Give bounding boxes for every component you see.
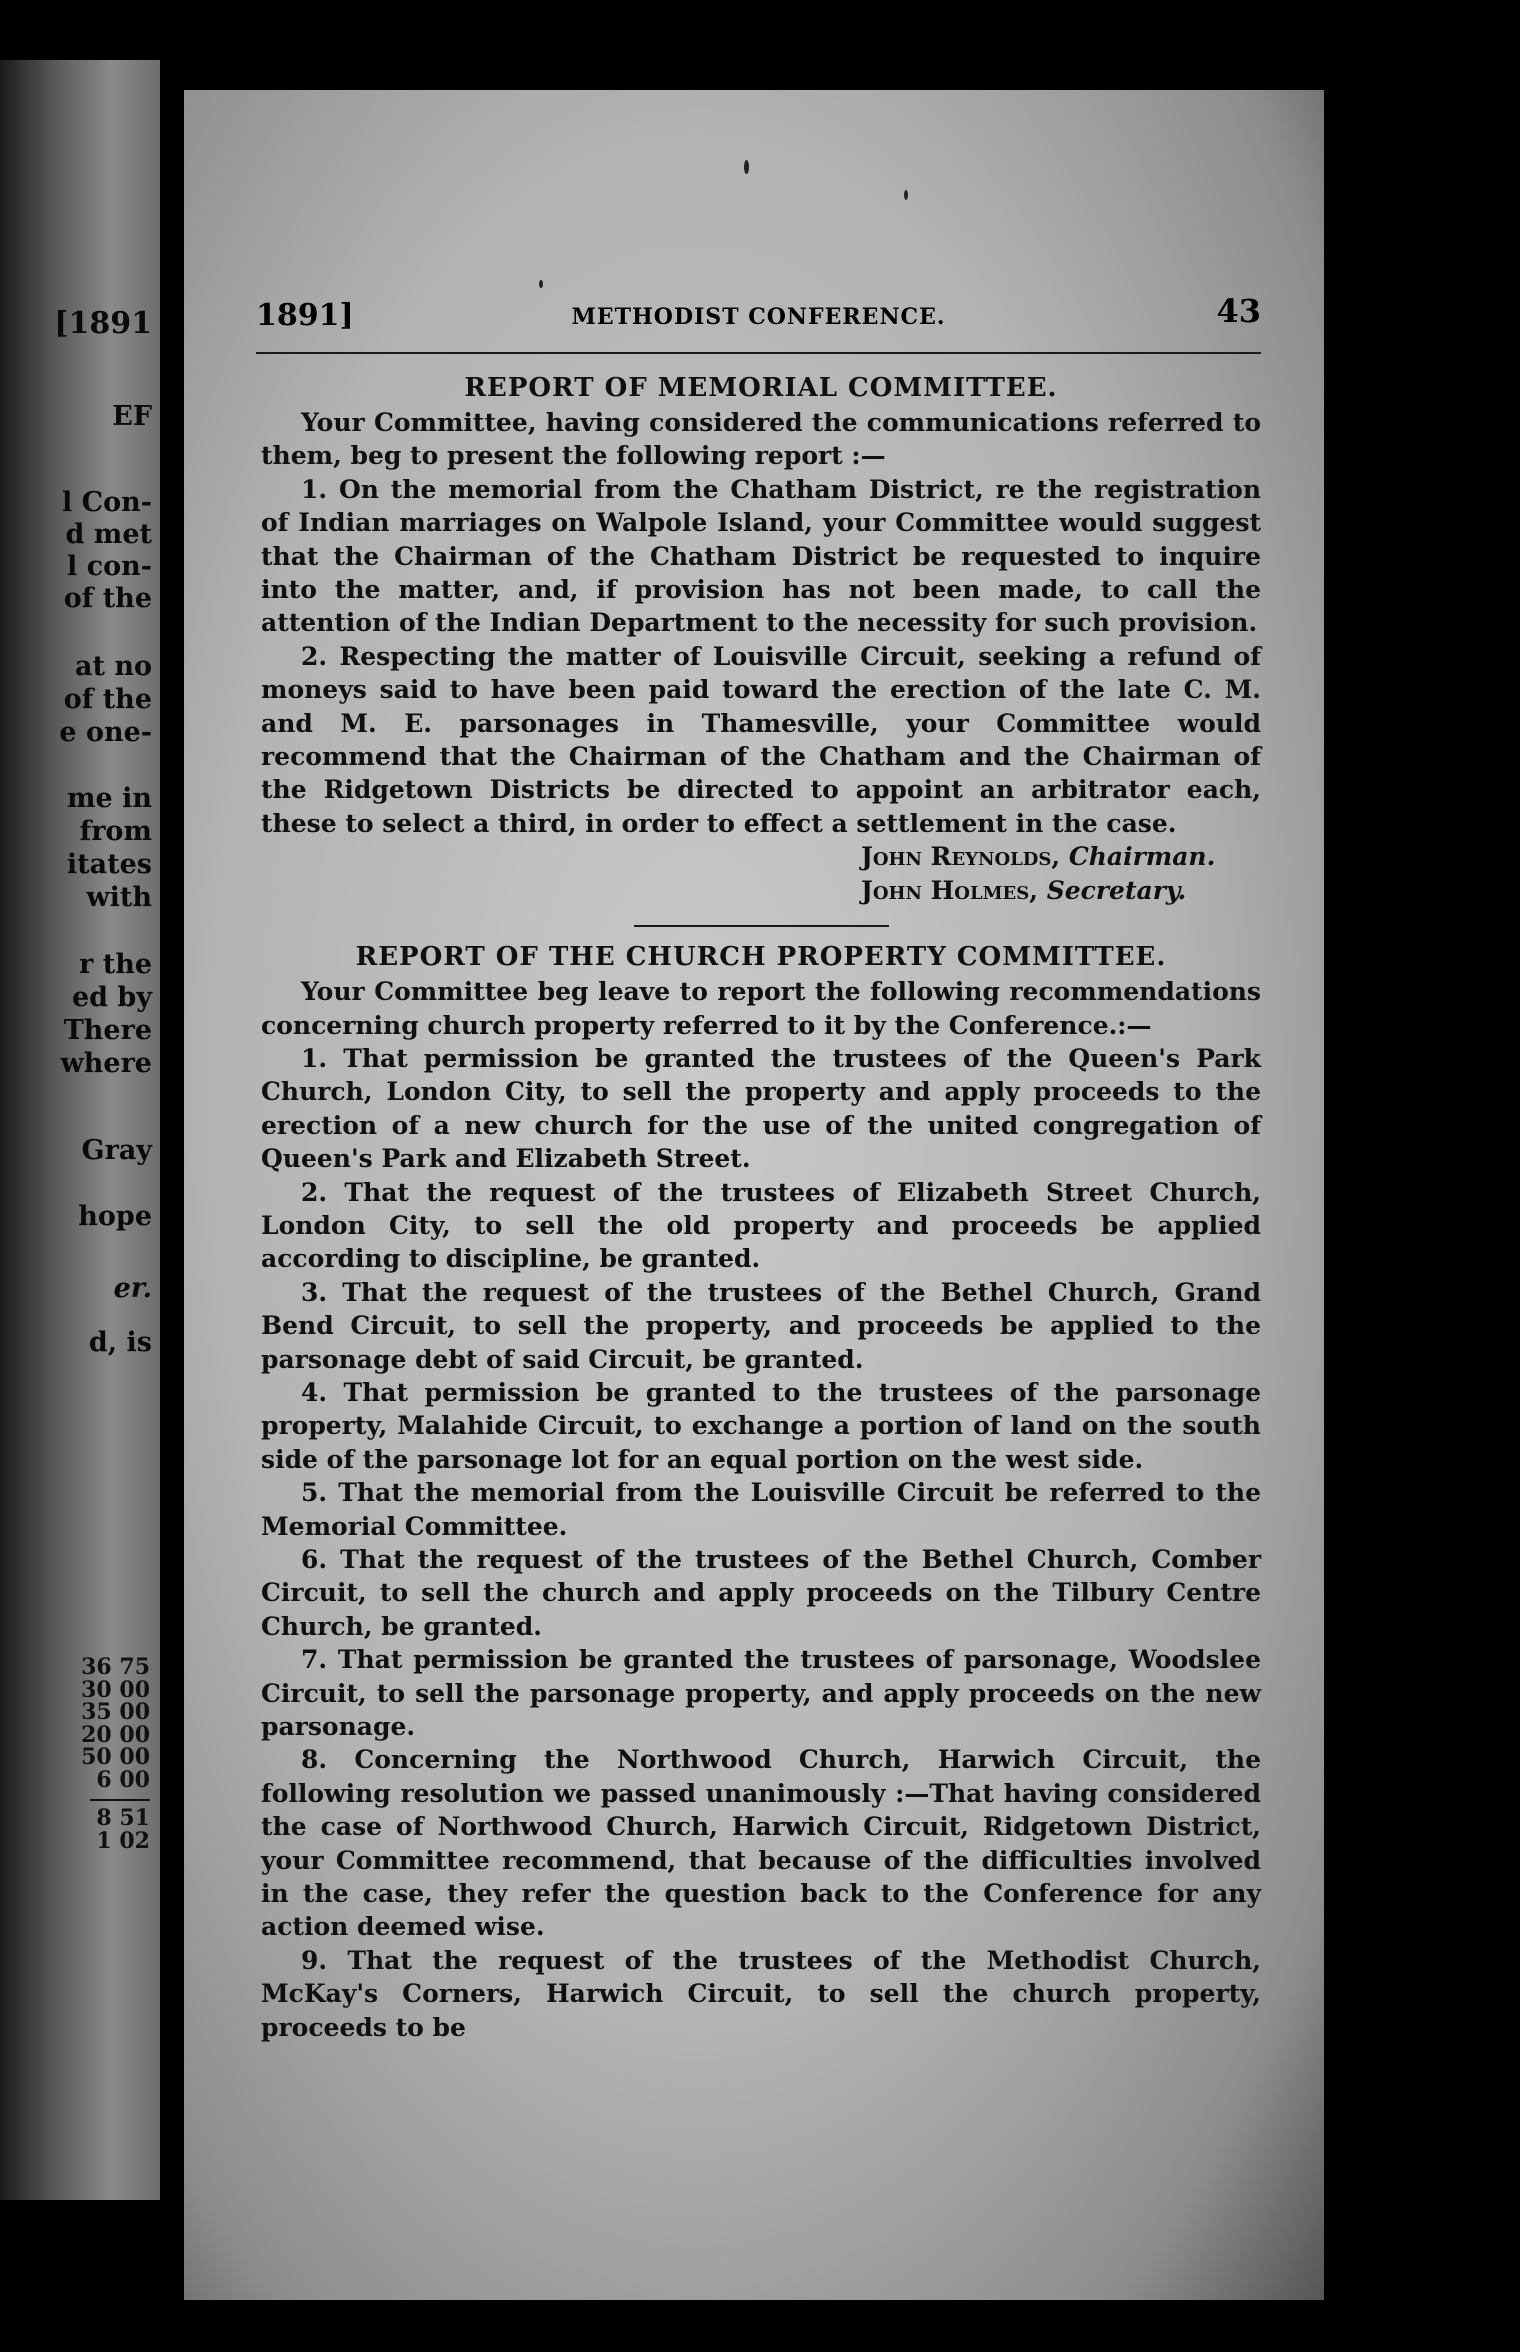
left-page-line: me in xyxy=(66,783,152,814)
left-page-line: of the xyxy=(63,684,152,715)
left-amount: 30 00 xyxy=(81,1676,150,1703)
left-page-line: itates xyxy=(66,849,152,880)
left-total: 8 51 xyxy=(96,1805,150,1831)
left-page-line: d met xyxy=(65,519,152,550)
running-head-year: 1891] xyxy=(256,298,354,333)
memorial-report-intro: Your Committee, having considered the communications referred to them, beg to present the following report :— xyxy=(261,408,1261,471)
left-amount: 50 00 xyxy=(81,1744,150,1770)
property-item: 3. That the request of the trustees of the Bethel Church, Grand Bend Circuit, to sell the property, and proceeds be applied to the parsonage debt of said Circuit, be granted. xyxy=(261,1277,1261,1374)
left-page-line: r the xyxy=(79,949,152,980)
left-page-line: l con- xyxy=(67,551,152,582)
left-page-line: with xyxy=(86,882,152,913)
sum-rule xyxy=(90,1799,150,1801)
page-body xyxy=(261,370,1261,2044)
signatory-role: Chairman. xyxy=(1068,842,1216,872)
left-page-line: l Con- xyxy=(62,487,152,518)
running-head-title: METHODIST CONFERENCE. xyxy=(571,304,946,330)
signature-line xyxy=(261,840,1261,873)
left-amount: 35 00 xyxy=(81,1699,150,1725)
property-report-intro: Your Committee beg leave to report the following recommendations concerning church property referred to it by the Conference.:— xyxy=(261,977,1261,1040)
page-number: 43 xyxy=(1216,292,1261,330)
property-item: 7. That permission be granted the trustees of parsonage, Woodslee Circuit, to sell the parsonage property, and apply proceeds on the new parsonage. xyxy=(261,1645,1261,1742)
left-page-line: where xyxy=(60,1048,152,1079)
scan-speck xyxy=(744,160,749,174)
left-page-line: hope xyxy=(78,1201,152,1232)
property-report-heading: REPORT OF THE CHURCH PROPERTY COMMITTEE. xyxy=(355,942,1167,973)
left-totals-list xyxy=(81,1807,150,1852)
memorial-report-items xyxy=(261,473,1261,840)
property-item: 6. That the request of the trustees of the Bethel Church, Comber Circuit, to sell the church and apply proceeds on the Tilbury Centre Church, be granted. xyxy=(261,1545,1261,1641)
signature-line xyxy=(261,874,1261,907)
left-amount: 6 00 xyxy=(96,1766,150,1793)
signatory-role: Secretary. xyxy=(1046,875,1187,905)
left-page-line: from xyxy=(79,816,152,847)
memorial-report-heading: REPORT OF MEMORIAL COMMITTEE. xyxy=(464,373,1058,403)
scan-speck xyxy=(539,280,543,288)
left-running-head: [1891 xyxy=(54,306,152,341)
left-page-line: e one- xyxy=(59,717,152,748)
property-item: 9. That the request of the trustees of the Methodist Church, McKay's Corners, Harwich Circuit, to sell the church property, proceeds to be xyxy=(261,1945,1261,2042)
left-total: 1 02 xyxy=(96,1827,150,1854)
left-page-line: ed by xyxy=(71,982,152,1013)
main-page xyxy=(184,90,1324,2300)
property-item: 4. That permission be granted to the trustees of the parsonage property, Malahide Circuit, to exchange a portion of land on the south side of the parsonage lot for an equal portion on the west side. xyxy=(261,1377,1261,1474)
left-page-line: er. xyxy=(113,1273,152,1304)
signatory-name: John Holmes, xyxy=(861,875,1038,905)
property-item: 1. That permission be granted the trustees of the Queen's Park Church, London City, to sell the property and apply proceeds to the erection of a new church for the use of the united congregation of Queen's Park and Elizabeth Street. xyxy=(261,1043,1261,1174)
running-head xyxy=(256,292,1261,342)
left-page-fragment xyxy=(0,60,160,2200)
signatory-name: John Reynolds, xyxy=(861,842,1061,872)
left-page-line: at no xyxy=(74,651,152,682)
memorial-signatures xyxy=(261,840,1261,907)
property-item: 5. That the memorial from the Louisville Circuit be referred to the Memorial Committee. xyxy=(261,1478,1261,1541)
left-page-line: d, is xyxy=(88,1327,152,1358)
left-page-line: Gray xyxy=(81,1135,152,1166)
memorial-item: 1. On the memorial from the Chatham District, re the registration of Indian marriages on Walpole Island, your Committee would suggest that the Chairman of the Chatham District be requested to inquire into the matter, and, if provision has not been made, to call the attention of the Indian Department to the necessity for such provision. xyxy=(261,474,1261,638)
header-rule xyxy=(256,352,1261,354)
left-page-line: There xyxy=(63,1015,152,1046)
scan-speck xyxy=(904,190,908,200)
left-page-line: of the xyxy=(63,583,152,614)
left-amount: 36 75 xyxy=(81,1654,150,1680)
left-page-figures xyxy=(81,1656,150,1852)
memorial-item: 2. Respecting the matter of Louisville Circuit, seeking a refund of moneys said to have been paid toward the erection of the late C. M. and M. E. parsonages in Thamesville, your Committee would recommend that the Chairman of the Chatham and the Chairman of the Ridgetown Districts be directed to appoint an arbitrator each, these to select a third, in order to effect a settlement in the case. xyxy=(261,641,1261,838)
left-page-line: EF xyxy=(112,401,152,432)
property-report-items xyxy=(261,1042,1261,2044)
property-item: 2. That the request of the trustees of Elizabeth Street Church, London City, to sell the old property and proceeds be applied according to discipline, be granted. xyxy=(261,1177,1261,1274)
left-amount-list xyxy=(81,1656,150,1791)
left-amount: 20 00 xyxy=(81,1721,150,1748)
page-gutter xyxy=(166,140,184,2240)
property-item: 8. Concerning the Northwood Church, Harwich Circuit, the following resolution we passed unanimously :—That having considered the case of Northwood Church, Harwich Circuit, Ridgetown District, your Committee recommend, that because of the difficulties involved in the case, they refer the question back to the Conference for any action deemed wise. xyxy=(261,1745,1261,1942)
section-divider xyxy=(634,925,889,927)
